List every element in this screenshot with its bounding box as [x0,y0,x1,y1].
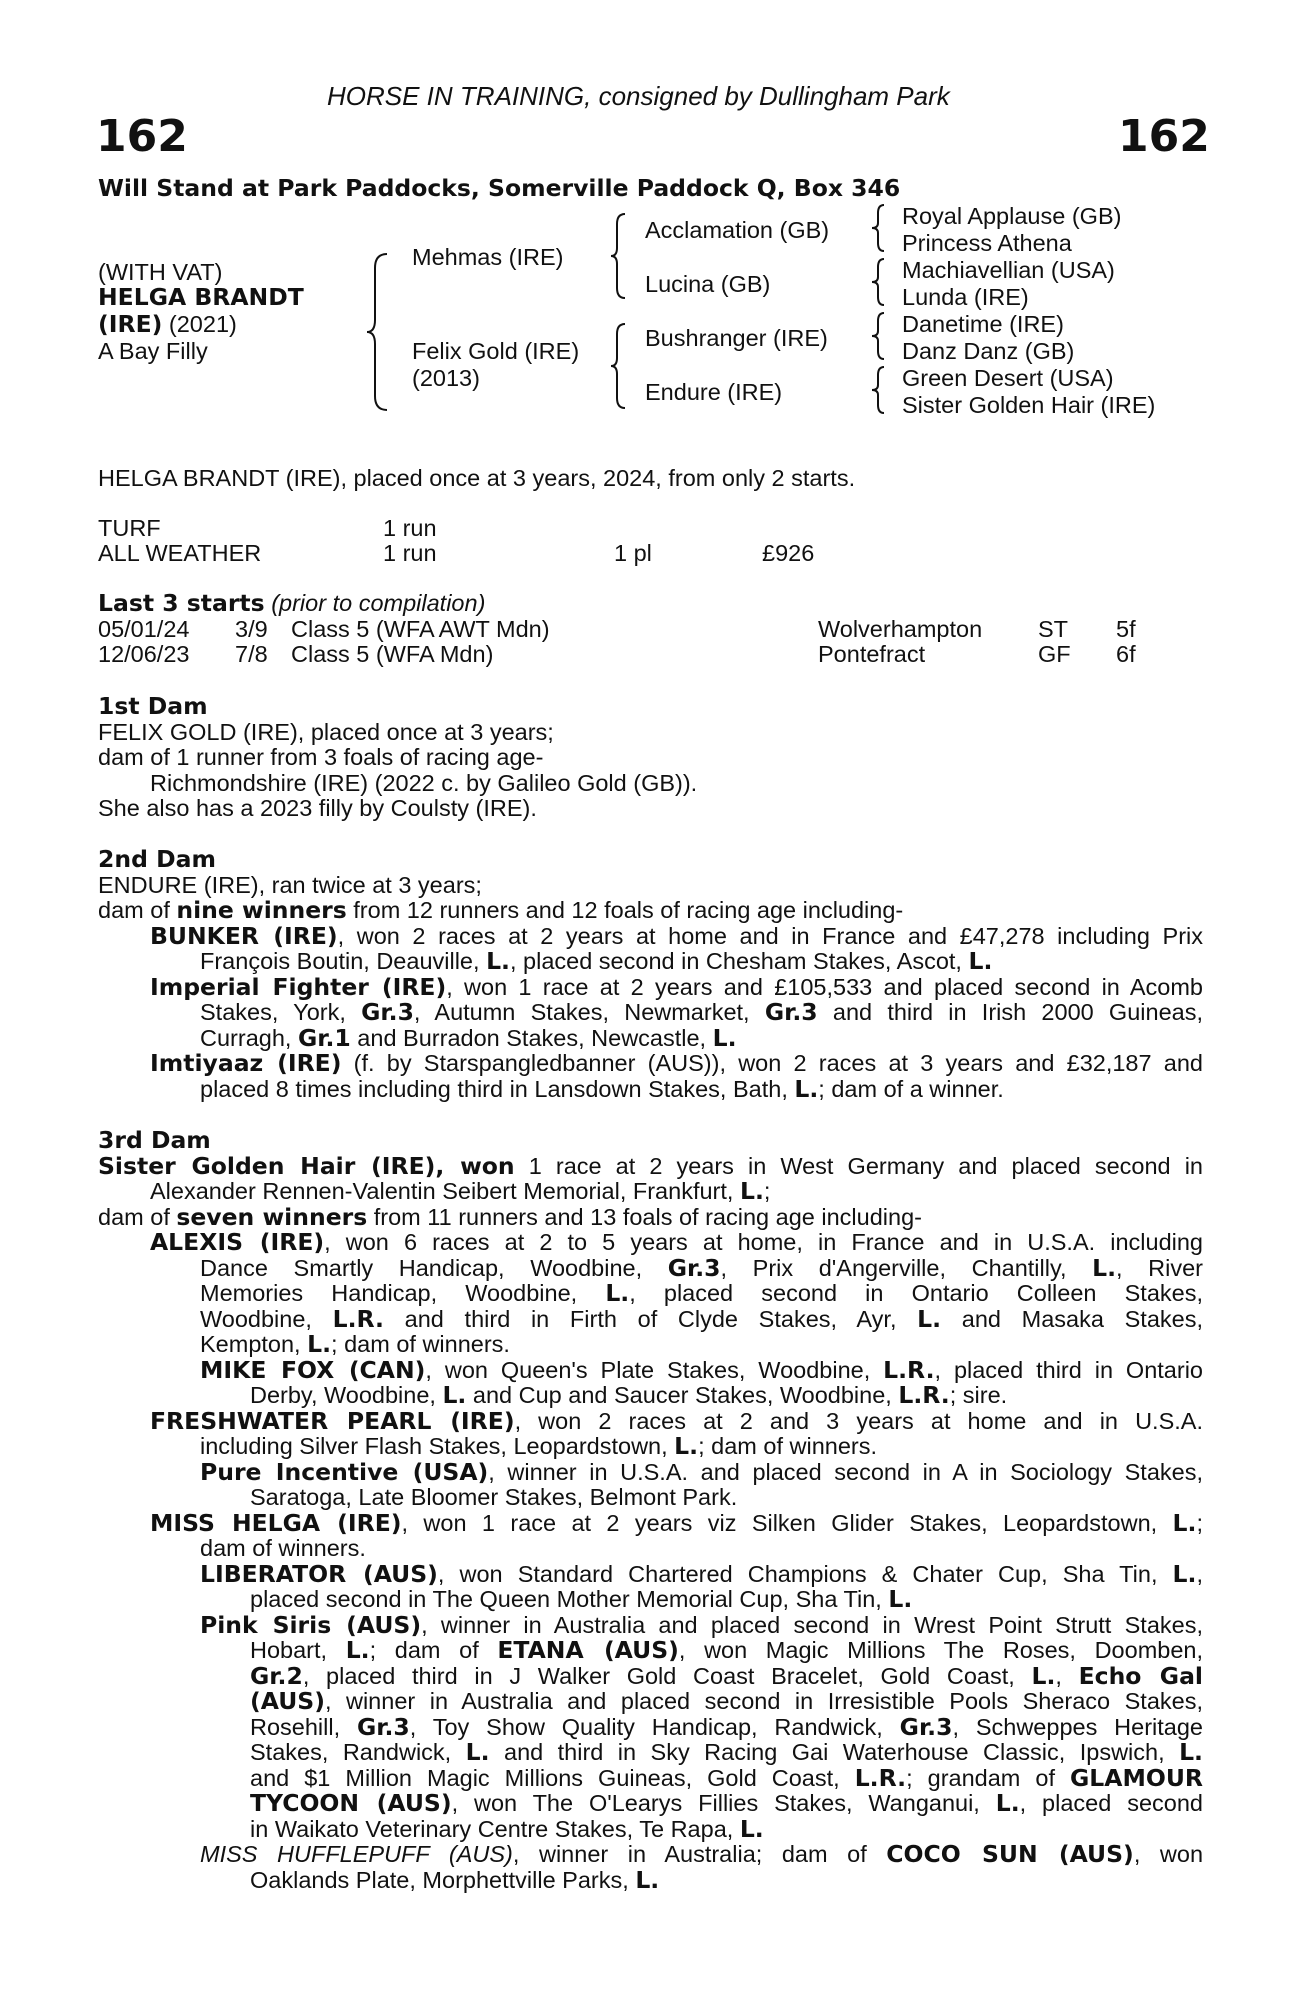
horse-year: (2021) [168,311,237,337]
last-starts-heading [98,591,485,617]
pink-siris-cont: Stakes, Randwick, L. and third in Sky Racing Gai Waterhouse Classic, Ipswich, L. [250,1738,1203,1766]
g3-1: Royal Applause (GB) [902,203,1122,229]
alexis-cont: Kempton, L.; dam of winners. [200,1330,510,1358]
sire-sire: Acclamation (GB) [645,217,830,243]
first-dam-line: She also has a 2023 filly by Coulsty (IRE). [98,795,537,821]
alexis-cont: Dance Smartly Handicap, Woodbine, Gr.3, Prix d'Angerville, Chantilly, L., River [200,1253,1203,1282]
miss-helga-cont: dam of winners. [200,1535,366,1561]
start-course: Pontefract [818,641,926,667]
alexis-cont: Woodbine, L.R. and third in Firth of Clyde Stakes, Ayr, L. and Masaka Stakes, [200,1304,1203,1333]
dam-year: (2013) [412,365,480,391]
start-race: Class 5 (WFA AWT Mdn) [291,616,550,642]
vat-label: (WITH VAT) [98,259,223,285]
miss-helga-entry: MISS HELGA (IRE), won 1 race at 2 years viz Silken Glider Stakes, Leopardstown, L.; [150,1508,1203,1537]
lot-number-right: 162 [1118,111,1210,162]
g3-7: Green Desert (USA) [902,365,1114,391]
horse-country: (IRE) [98,310,163,338]
pink-siris-cont: (AUS), winner in Australia and placed second in Irresistible Pools Sheraco Stakes, [250,1687,1203,1715]
dam-line-brace [609,322,631,410]
start-date: 12/06/23 [98,641,190,667]
liberator-cont: placed second in The Queen Mother Memorial Cup, Sha Tin, L. [250,1585,913,1613]
alexis-entry: ALEXIS (IRE), won 6 races at 2 to 5 years at home, in France and in U.S.A. including [150,1228,1203,1256]
start-going: ST [1038,616,1069,642]
second-dam-line: ENDURE (IRE), ran twice at 3 years; [98,871,482,898]
start-race: Class 5 (WFA Mdn) [291,641,494,667]
pink-siris-cont: in Waikato Veterinary Centre Stakes, Te Rapa, L. [250,1814,764,1843]
race-summary: HELGA BRANDT (IRE), placed once at 3 years, 2024, from only 2 starts. [98,465,856,491]
start-dist: 5f [1116,616,1136,642]
g3-6: Danz Danz (GB) [902,338,1075,364]
liberator-entry: LIBERATOR (AUS), won Standard Chartered Champions & Chater Cup, Sha Tin, L., [200,1559,1203,1588]
g3-8: Sister Golden Hair (IRE) [902,392,1156,418]
sire-dam: Lucina (GB) [645,271,771,297]
record-surface-aw: ALL WEATHER [98,540,262,566]
record-placed-aw: 1 pl [614,540,652,566]
start-dist: 6f [1116,641,1136,667]
sister-golden-hair-cont: Alexander Rennen-Valentin Seibert Memorial, Frankfurt, L.; [150,1177,771,1205]
imtiyaaz-entry: Imtiyaaz (IRE) (f. by Starspangledbanner (AUS)), won 2 races at 3 years and £32,187 and [150,1049,1203,1077]
sire-dam-brace [365,250,395,414]
record-surface-turf: TURF [98,515,161,541]
dam: Felix Gold (IRE) [412,338,580,364]
imperial-fighter-cont: Curragh, Gr.1 and Burradon Stakes, Newcastle, L. [200,1023,737,1052]
imtiyaaz-cont: placed 8 times including third in Lansdown Stakes, Bath, L.; dam of a winner. [200,1074,1004,1103]
third-dam-title: 3rd Dam [98,1126,211,1154]
imperial-fighter-entry: Imperial Fighter (IRE), won 1 race at 2 years and £105,533 and placed second in Acomb [150,972,1203,1001]
mike-fox-cont: Derby, Woodbine, L. and Cup and Saucer Stakes, Woodbine, L.R.; sire. [250,1381,1008,1409]
second-dam-title: 2nd Dam [98,845,216,873]
mike-fox-entry: MIKE FOX (CAN), won Queen's Plate Stakes, Woodbine, L.R., placed third in Ontario [200,1355,1203,1384]
g3-brace-3 [870,311,888,361]
sire-line-brace [609,212,631,300]
horse-description: A Bay Filly [98,338,208,364]
pink-siris-entry: Pink Siris (AUS), winner in Australia and placed second in Wrest Point Strutt Stakes, [200,1610,1203,1639]
freshwater-pearl-cont: including Silver Flash Stakes, Leopardstown, L.; dam of winners. [200,1432,878,1460]
pink-siris-cont: Hobart, L.; dam of ETANA (AUS), won Magic Millions The Roses, Doomben, [250,1636,1204,1664]
first-dam-section [98,694,1203,822]
consignment-header: HORSE IN TRAINING, consigned by Dullingham Park [327,81,950,111]
dam-dam: Endure (IRE) [645,379,783,405]
start-pos: 7/8 [235,641,268,667]
start-pos: 3/9 [235,616,268,642]
g3-brace-1 [870,203,888,253]
lot-number-left: 162 [96,111,188,162]
first-dam-line: Richmondshire (IRE) (2022 c. by Galileo Gold (GB)). [150,769,698,796]
alexis-cont: Memories Handicap, Woodbine, L., placed second in Ontario Colleen Stakes, [200,1279,1203,1307]
g3-4: Lunda (IRE) [902,284,1029,310]
miss-hufflepuff-entry: MISS HUFFLEPUFF (AUS), winner in Australia; dam of COCO SUN (AUS), won [200,1840,1204,1868]
freshwater-pearl-entry: FRESHWATER PEARL (IRE), won 2 races at 2 and 3 years at home and in U.S.A. [150,1406,1203,1435]
first-dam-line: dam of 1 runner from 3 foals of racing age- [98,744,544,770]
miss-hufflepuff-cont: Oaklands Plate, Morphettville Parks, L. [250,1865,660,1894]
horse-name: HELGA BRANDT [98,283,304,311]
dam-sire: Bushranger (IRE) [645,325,828,351]
second-dam-section [98,847,1203,1102]
third-dam-section [98,1128,1203,1893]
last-starts-title: Last 3 starts [98,589,265,617]
pink-siris-cont: Gr.2, placed third in J Walker Gold Coast Bracelet, Gold Coast, L., Echo Gal [250,1661,1203,1690]
g3-5: Danetime (IRE) [902,311,1064,337]
bunker-entry-cont: François Boutin, Deauville, L., placed second in Chesham Stakes, Ascot, L. [200,947,993,975]
g3-2: Princess Athena [902,230,1072,256]
pure-incentive-entry: Pure Incentive (USA), winner in U.S.A. and placed second in A in Sociology Stakes, [200,1457,1203,1486]
stand-location: Will Stand at Park Paddocks, Somerville Paddock Q, Box 346 [98,174,901,202]
record-runs-aw: 1 run [383,540,437,566]
first-dam-line: FELIX GOLD (IRE), placed once at 3 years; [98,718,554,745]
second-dam-line: dam of nine winners from 12 runners and 12 foals of racing age including- [98,896,904,924]
g3-3: Machiavellian (USA) [902,257,1115,283]
start-going: GF [1038,641,1071,667]
g3-brace-2 [870,257,888,307]
sire: Mehmas (IRE) [412,244,564,270]
pure-incentive-cont: Saratoga, Late Bloomer Stakes, Belmont Park. [250,1484,738,1510]
record-runs-turf: 1 run [383,515,437,541]
start-course: Wolverhampton [818,616,983,642]
third-dam-produce: dam of seven winners from 11 runners and 13 foals of racing age including- [98,1202,922,1231]
start-date: 05/01/24 [98,616,190,642]
first-dam-title: 1st Dam [98,692,208,720]
pink-siris-cont: and $1 Million Magic Millions Guineas, Gold Coast, L.R.; grandam of GLAMOUR [250,1763,1203,1792]
bunker-entry: BUNKER (IRE), won 2 races at 2 years at home and in France and £47,278 including Prix [150,921,1203,950]
sister-golden-hair-entry: Sister Golden Hair (IRE), won 1 race at 2 years in West Germany and placed second in [98,1151,1203,1180]
pink-siris-cont: Rosehill, Gr.3, Toy Show Quality Handicap, Randwick, Gr.3, Schweppes Heritage [250,1712,1203,1741]
pink-siris-cont: TYCOON (AUS), won The O'Learys Fillies Stakes, Wanganui, L., placed second [250,1789,1203,1817]
horse-country-year [98,312,237,338]
imperial-fighter-cont: Stakes, York, Gr.3, Autumn Stakes, Newmarket, Gr.3 and third in Irish 2000 Guineas, [200,998,1203,1026]
record-earnings-aw: £926 [762,540,815,566]
g3-brace-4 [870,365,888,415]
last-starts-note: (prior to compilation) [271,590,486,616]
